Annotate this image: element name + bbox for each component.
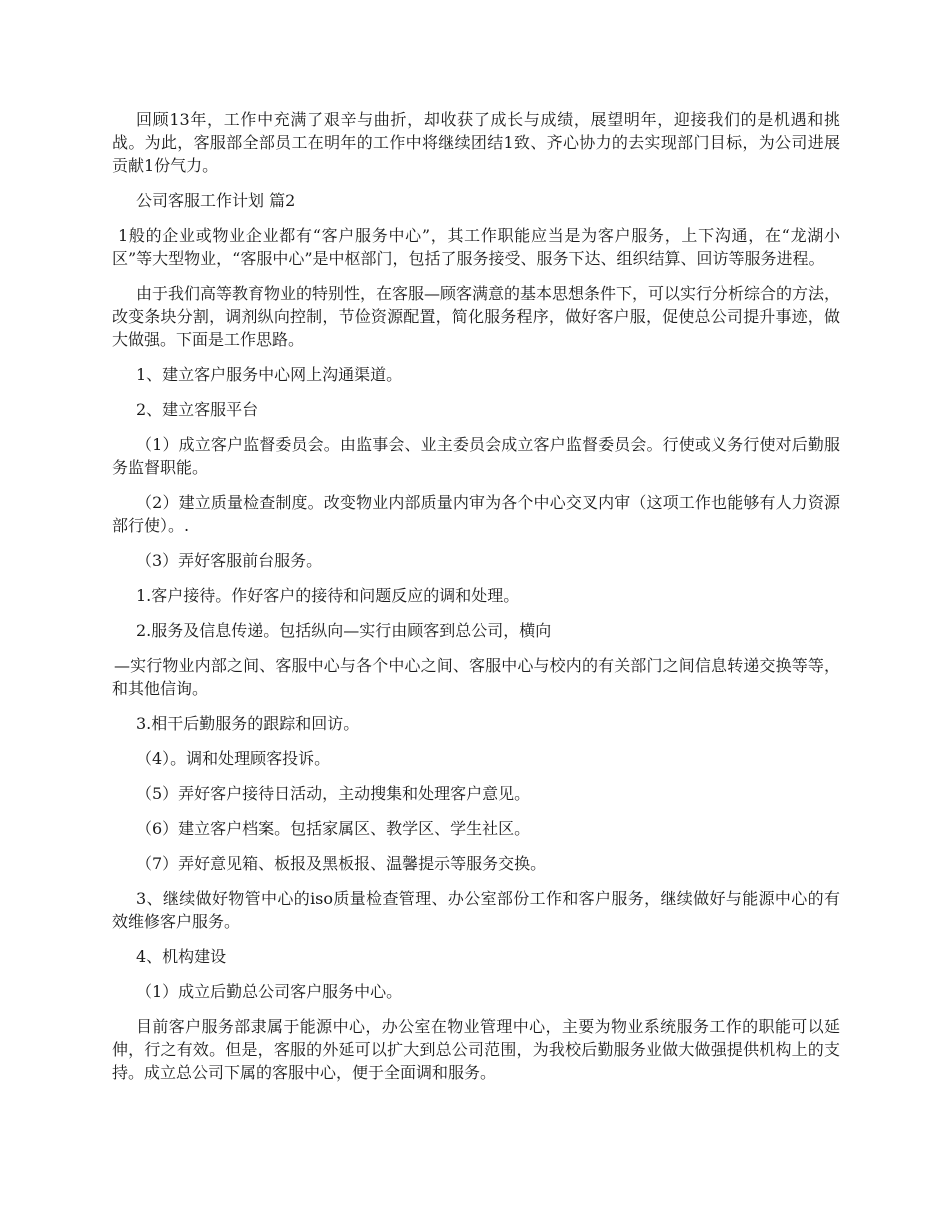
paragraph-approach: 由于我们高等教育物业的特别性，在客服—顾客满意的基本思想条件下，可以实行分析综合的方法，改变条块分割，调剂纵向控制，节俭资源配置，简化服务程序，做好客户服，促使总公司提升事迹，做大做强。下面是工作思路。	[112, 284, 841, 349]
sub-item-3: （3）弄好客服前台服务。	[136, 551, 323, 570]
sub-item-7: （7）弄好意见箱、板报及黑板报、温馨提示等服务交换。	[136, 854, 547, 873]
paragraph-intro: 1般的企业或物业企业都有“客户服务中心”，其工作职能应当是为客户服务，上下沟通，在“龙湖小区”等大型物业，“客服中心”是中枢部门，包括了服务接受、服务下达、组织结算、回访等服务进程。	[112, 226, 840, 268]
paragraph-review: 回顾13年，工作中充满了艰辛与曲折，却收获了成长与成绩，展望明年，迎接我们的是机遇和挑战。为此，客服部全部员工在明年的工作中将继续团结1致、齐心协力的去实现部门目标，为公司进展贡献1份气力。	[112, 110, 840, 175]
sub-sub-item-2-cont: —实行物业内部之间、客服中心与各个中心之间、客服中心与校内的有关部门之间信息转递交换等等，和其他信询。	[112, 656, 840, 698]
sub-sub-item-2: 2.服务及信息传递。包括纵向—实行由顾客到总公司，横向	[136, 621, 552, 640]
section-heading: 公司客服工作计划 篇2	[136, 191, 296, 210]
sub-item-6: （6）建立客户档案。包括家属区、教学区、学生社区。	[136, 819, 531, 838]
list-item-3: 3、继续做好物管中心的iso质量检查管理、办公室部份工作和客户服务，继续做好与能源中心的有效维修客户服务。	[112, 889, 840, 931]
document-page	[112, 108, 840, 1096]
list-item-4: 4、机构建设	[136, 947, 227, 966]
sub-sub-item-1: 1.客户接待。作好客户的接待和问题反应的调和处理。	[136, 586, 520, 605]
sub-item-1: （1）成立客户监督委员会。由监事会、业主委员会成立客户监督委员会。行使或义务行使对后勤服务监督职能。	[112, 435, 840, 477]
sub-item-2: （2）建立质量检查制度。改变物业内部质量内审为各个中心交叉内审（这项工作也能够有人力资源部行使）。.	[112, 493, 840, 535]
sub-sub-item-3: 3.相干后勤服务的跟踪和回访。	[136, 714, 360, 733]
sub-item-5: （5）弄好客户接待日活动，主动搜集和处理客户意见。	[136, 784, 531, 803]
sub-item-4: （4）。调和处理顾客投诉。	[136, 749, 331, 768]
list-item-1: 1、建立客户服务中心网上沟通渠道。	[136, 365, 403, 384]
sub-item-4-1: （1）成立后勤总公司客户服务中心。	[136, 982, 403, 1001]
paragraph-closing: 目前客户服务部隶属于能源中心，办公室在物业管理中心，主要为物业系统服务工作的职能可以延伸，行之有效。但是，客服的外延可以扩大到总公司范围，为我校后勤服务业做大做强提供机构上的支持。成立总公司下属的客服中心，便于全面调和服务。	[112, 1017, 840, 1082]
list-item-2: 2、建立客服平台	[136, 400, 259, 419]
